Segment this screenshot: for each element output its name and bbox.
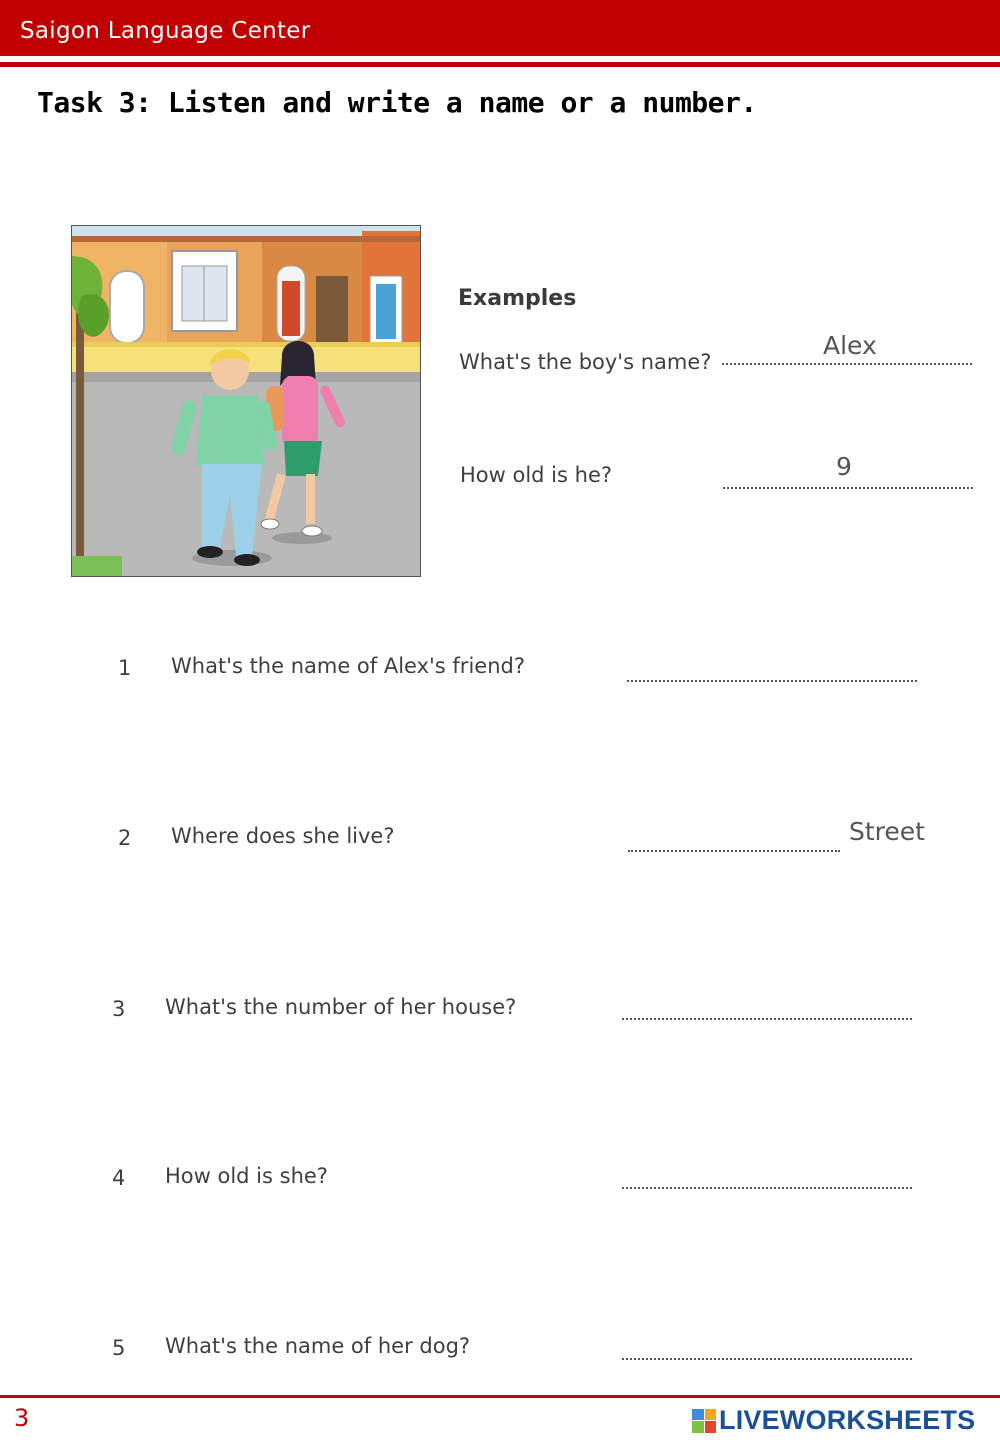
center-name: Saigon Language Center xyxy=(20,18,311,44)
example-answer-2: 9 xyxy=(836,452,852,481)
liveworksheets-icon xyxy=(692,1409,716,1433)
examples-heading: Examples xyxy=(458,286,577,311)
example-question-2: How old is he? xyxy=(460,463,613,487)
example-answer-line-2 xyxy=(723,487,973,489)
children-walking-illustration xyxy=(71,225,421,577)
question-text-2: Where does she live? xyxy=(171,824,395,848)
question-number-5: 5 xyxy=(112,1336,126,1360)
answer-field-2[interactable] xyxy=(628,850,840,852)
task-title: Task 3: Listen and write a name or a number. xyxy=(37,86,757,119)
answer-field-4[interactable] xyxy=(622,1187,912,1189)
question-number-1: 1 xyxy=(118,656,132,680)
example-answer-1: Alex xyxy=(823,331,877,360)
example-question-1: What's the boy's name? xyxy=(459,350,712,374)
question-number-2: 2 xyxy=(118,826,132,850)
header-divider xyxy=(0,62,1000,67)
question-text-4: How old is she? xyxy=(165,1164,328,1188)
answer-field-3[interactable] xyxy=(622,1018,912,1020)
page-number: 3 xyxy=(14,1404,30,1432)
question-text-3: What's the number of her house? xyxy=(165,995,517,1019)
answer-field-1[interactable] xyxy=(627,680,917,682)
answer-2: Street xyxy=(849,817,925,846)
footer-divider xyxy=(0,1395,1000,1398)
answer-field-5[interactable] xyxy=(622,1358,912,1360)
header-bar xyxy=(0,0,1000,56)
question-text-5: What's the name of her dog? xyxy=(165,1334,471,1358)
example-answer-line-1 xyxy=(722,363,972,365)
liveworksheets-logo[interactable] xyxy=(692,1405,975,1436)
question-number-3: 3 xyxy=(112,997,126,1021)
brand-name: LIVEWORKSHEETS xyxy=(719,1405,976,1435)
question-number-4: 4 xyxy=(112,1166,126,1190)
question-text-1: What's the name of Alex's friend? xyxy=(171,654,525,678)
